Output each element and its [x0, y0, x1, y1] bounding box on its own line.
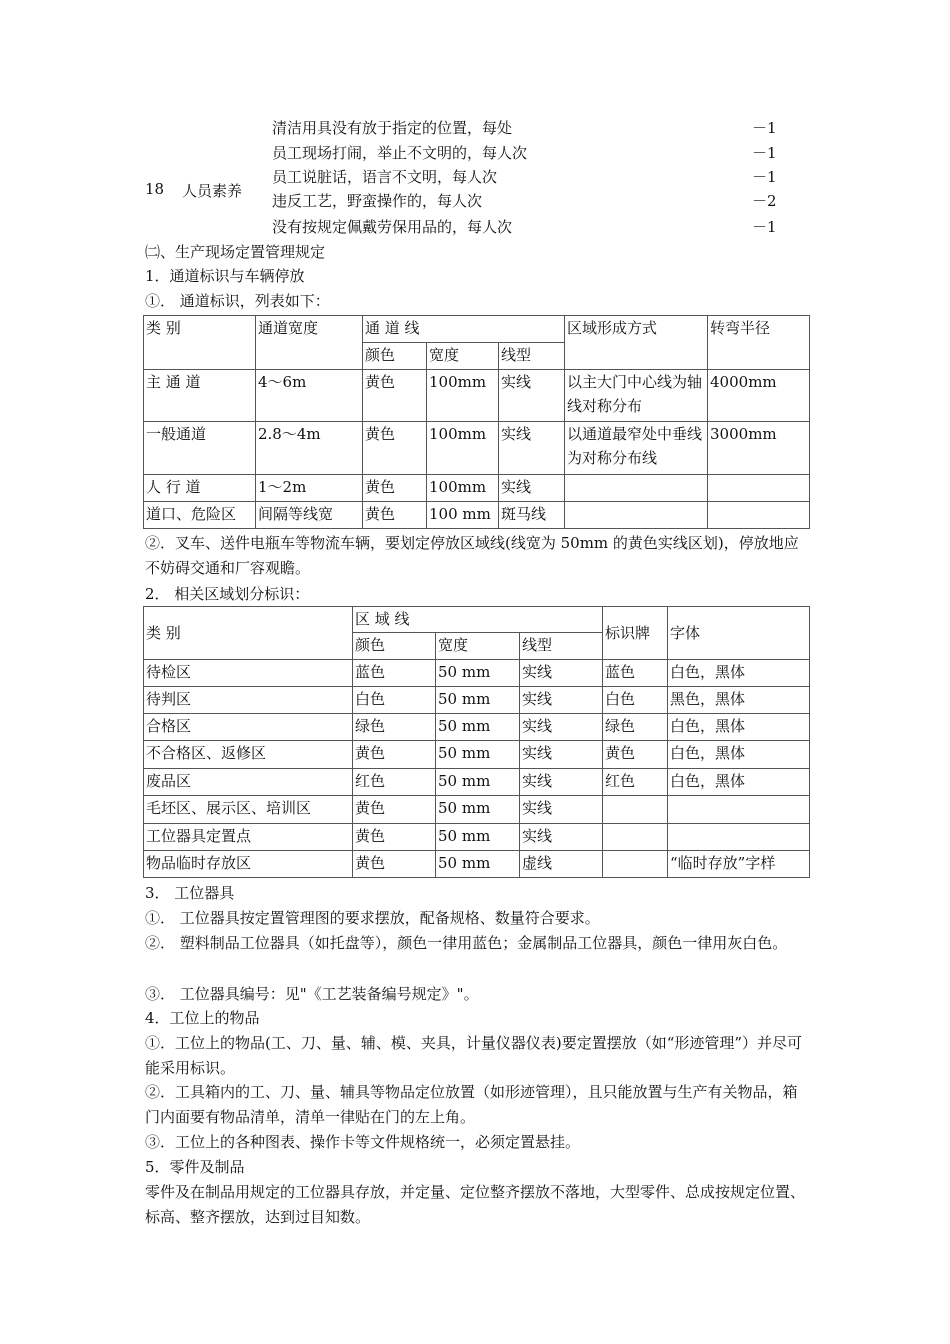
cell-category: 毛坯区、展示区、培训区: [144, 796, 353, 824]
cell-color: 黄色: [363, 475, 427, 502]
cell-linetype: 实线: [499, 475, 565, 502]
cell-area: 以通道最窄处中垂线为对称分布线: [565, 422, 708, 475]
cell-linewidth: 100mm: [427, 422, 499, 475]
cell-category: 待判区: [144, 687, 353, 714]
cell-sign: 黄色: [603, 741, 668, 769]
cell-sign: [603, 796, 668, 824]
cell-font: 白色，黑体: [668, 714, 810, 741]
paragraph-4-1: ①．工位上的物品(工、刀、量、辅、模、夹具，计量仪器仪表)要定置摆放（如“形迹管理”）并尽可能采用标识。: [145, 1034, 803, 1077]
cell-width: 50 mm: [436, 714, 520, 741]
cell-font: [668, 824, 810, 851]
cell-width: 1～2m: [256, 475, 363, 502]
paragraph-4-3: ③．工位上的各种图表、操作卡等文件规格统一，必须定置悬挂。: [145, 1133, 581, 1151]
cell-linetype: 斑马线: [499, 502, 565, 529]
cell-type: 实线: [520, 741, 603, 769]
table-row: [144, 851, 810, 878]
col-header-font: 字体: [668, 607, 810, 660]
cell-linetype: 实线: [499, 370, 565, 422]
cell-area: [565, 502, 708, 529]
col-header-category: 类 别: [144, 316, 256, 370]
item-number: 18: [145, 180, 165, 198]
cell-sign: 红色: [603, 769, 668, 796]
cell-radius: [708, 502, 810, 529]
cell-category: 废品区: [144, 769, 353, 796]
paragraph-3-3: ③． 工位器具编号：见"《工艺装备编号规定》"。: [145, 985, 479, 1003]
col-header-width: 宽度: [436, 633, 520, 660]
criterion-text: 清洁用具没有放于指定的位置，每处: [272, 119, 513, 137]
cell-color: 黄色: [363, 370, 427, 422]
col-header-color: 颜色: [363, 343, 427, 370]
heading-3: 3． 工位器具: [145, 884, 235, 902]
heading-2: 2． 相关区域划分标识：: [145, 585, 310, 603]
col-header-line: 通 道 线: [363, 316, 565, 343]
col-header-radius: 转弯半径: [708, 316, 810, 370]
cell-category: 主 通 道: [144, 370, 256, 422]
cell-linewidth: 100 mm: [427, 502, 499, 529]
cell-width: 50 mm: [436, 796, 520, 824]
table-row: [144, 741, 810, 769]
col-header-category: 类 别: [144, 607, 353, 660]
cell-font: 白色，黑体: [668, 660, 810, 687]
cell-category: 道口、危险区: [144, 502, 256, 529]
cell-width: 50 mm: [436, 851, 520, 878]
cell-width: 50 mm: [436, 769, 520, 796]
cell-category: 一般通道: [144, 422, 256, 475]
cell-color: 黄色: [363, 422, 427, 475]
cell-color: 白色: [353, 687, 436, 714]
cell-radius: 3000mm: [708, 422, 810, 475]
cell-width: 2.8～4m: [256, 422, 363, 475]
table-row: [144, 370, 810, 422]
cell-color: 绿色: [353, 714, 436, 741]
criterion-score: －1: [752, 218, 777, 236]
heading-1: 1．通道标识与车辆停放: [145, 267, 305, 285]
item-category: 人员素养: [182, 182, 243, 200]
cell-color: 黄色: [353, 851, 436, 878]
cell-width: 50 mm: [436, 741, 520, 769]
col-header-area: 区域形成方式: [565, 316, 708, 370]
cell-font: 白色，黑体: [668, 769, 810, 796]
cell-type: 实线: [520, 687, 603, 714]
table-row: [144, 475, 810, 502]
cell-color: 红色: [353, 769, 436, 796]
table-row: [144, 714, 810, 741]
cell-width: 4～6m: [256, 370, 363, 422]
table-row: [144, 502, 810, 529]
cell-color: 黄色: [353, 796, 436, 824]
cell-width: 50 mm: [436, 824, 520, 851]
cell-category: 不合格区、返修区: [144, 741, 353, 769]
criterion-score: －2: [752, 192, 777, 210]
cell-area: [565, 475, 708, 502]
zone-table: [143, 606, 810, 878]
criterion-score: －1: [752, 144, 777, 162]
cell-width: 50 mm: [436, 687, 520, 714]
cell-category: 合格区: [144, 714, 353, 741]
cell-sign: [603, 824, 668, 851]
cell-color: 黄色: [363, 502, 427, 529]
col-header-type: 线型: [520, 633, 603, 660]
table-row: [144, 687, 810, 714]
cell-sign: [603, 851, 668, 878]
table-row: [144, 422, 810, 475]
cell-width: 间隔等线宽: [256, 502, 363, 529]
criterion-text: 违反工艺，野蛮操作的，每人次: [272, 192, 483, 210]
col-header-color: 颜色: [353, 633, 436, 660]
cell-type: 实线: [520, 714, 603, 741]
cell-color: 黄色: [353, 824, 436, 851]
cell-width: 50 mm: [436, 660, 520, 687]
heading-4: 4．工位上的物品: [145, 1009, 260, 1027]
cell-radius: 4000mm: [708, 370, 810, 422]
cell-linetype: 实线: [499, 422, 565, 475]
cell-type: 虚线: [520, 851, 603, 878]
cell-color: 蓝色: [353, 660, 436, 687]
col-header-zone: 区 域 线: [353, 607, 603, 633]
col-header-width: 通道宽度: [256, 316, 363, 370]
criterion-score: －1: [752, 119, 777, 137]
cell-type: 实线: [520, 660, 603, 687]
cell-type: 实线: [520, 796, 603, 824]
cell-color: 黄色: [353, 741, 436, 769]
table-row: [144, 769, 810, 796]
section-title: ㈡、生产现场定置管理规定: [145, 243, 326, 261]
table-row: [144, 660, 810, 687]
cell-font: “临时存放”字样: [668, 851, 810, 878]
cell-sign: 白色: [603, 687, 668, 714]
heading-1-sub: ①． 通道标识，列表如下：: [145, 292, 330, 310]
col-header-linewidth: 宽度: [427, 343, 499, 370]
paragraph-3-2: ②． 塑料制品工位器具（如托盘等），颜色一律用蓝色；金属制品工位器具，颜色一律用灰白色。: [145, 934, 788, 952]
cell-linewidth: 100mm: [427, 370, 499, 422]
cell-area: 以主大门中心线为轴线对称分布: [565, 370, 708, 422]
cell-font: 黑色，黑体: [668, 687, 810, 714]
forklift-paragraph: ②．叉车、送件电瓶车等物流车辆，要划定停放区域线(线宽为 50mm 的黄色实线区划)，停放地应不妨碍交通和厂容观瞻。: [145, 534, 799, 577]
col-header-sign: 标识牌: [603, 607, 668, 660]
criterion-text: 员工说脏话，语言不文明，每人次: [272, 168, 498, 186]
cell-category: 待检区: [144, 660, 353, 687]
criterion-text: 没有按规定佩戴劳保用品的，每人次: [272, 218, 513, 236]
cell-font: 白色，黑体: [668, 741, 810, 769]
cell-radius: [708, 475, 810, 502]
cell-category: 物品临时存放区: [144, 851, 353, 878]
paragraph-3-1: ①． 工位器具按定置管理图的要求摆放，配备规格、数量符合要求。: [145, 909, 600, 927]
heading-5: 5．零件及制品: [145, 1158, 245, 1176]
cell-sign: 绿色: [603, 714, 668, 741]
criterion-score: －1: [752, 168, 777, 186]
cell-sign: 蓝色: [603, 660, 668, 687]
cell-type: 实线: [520, 769, 603, 796]
cell-linewidth: 100mm: [427, 475, 499, 502]
cell-type: 实线: [520, 824, 603, 851]
cell-category: 人 行 道: [144, 475, 256, 502]
passage-table: [143, 315, 810, 529]
paragraph-4-2: ②．工具箱内的工、刀、量、辅具等物品定位放置（如形迹管理），且只能放置与生产有关物品，箱门内面要有物品清单，清单一律贴在门的左上角。: [145, 1083, 798, 1126]
criterion-text: 员工现场打闹，举止不文明的，每人次: [272, 144, 528, 162]
table-row: [144, 824, 810, 851]
paragraph-5: 零件及在制品用规定的工位器具存放，并定量、定位整齐摆放不落地，大型零件、总成按规定位置、标高、整齐摆放，达到过目知数。: [145, 1183, 806, 1226]
col-header-linetype: 线型: [499, 343, 565, 370]
table-row: [144, 796, 810, 824]
cell-font: [668, 796, 810, 824]
cell-category: 工位器具定置点: [144, 824, 353, 851]
